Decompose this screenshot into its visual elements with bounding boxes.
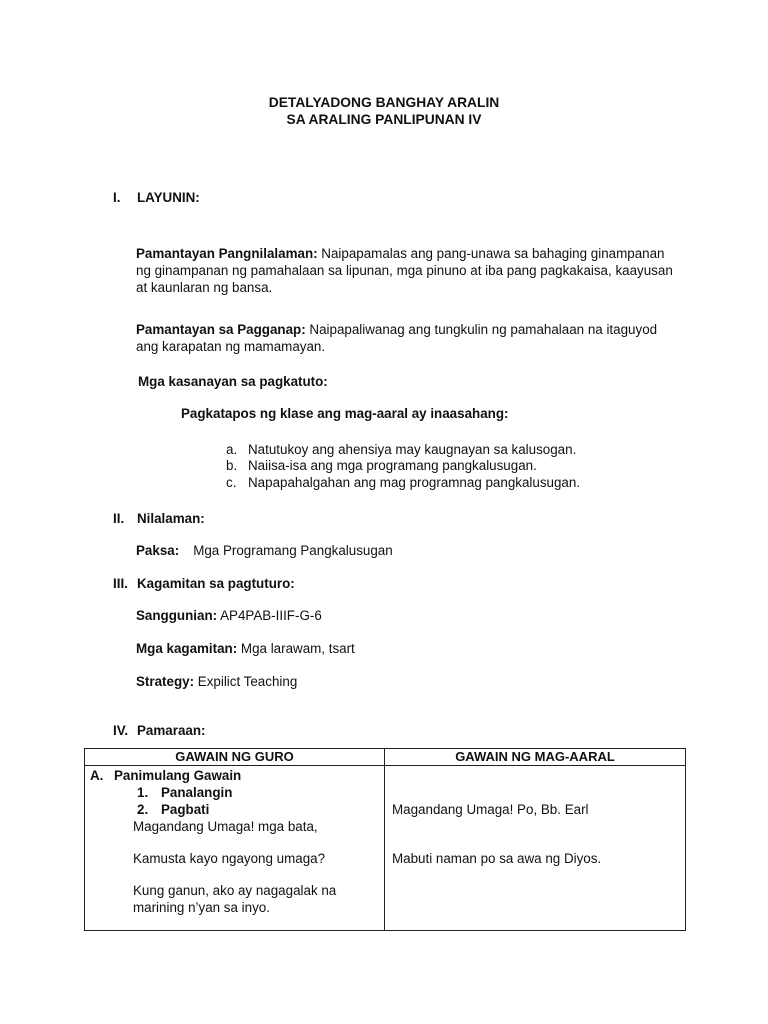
- section-3-numeral: III.: [113, 576, 128, 591]
- activity-marker: 1.: [137, 785, 149, 800]
- mag-aaral-cell: [385, 766, 686, 931]
- pagganap-text: Naipapaliwanag ang tungkulin ng pamahalaan na itaguyod ang karapatan ng mamamayan.: [136, 322, 658, 354]
- section-4-heading: [113, 722, 205, 739]
- table-header-row: [85, 749, 686, 766]
- strategy-value: Expilict Teaching: [194, 674, 298, 689]
- section-4-numeral: IV.: [113, 723, 129, 738]
- pangnilalaman-text: Naipapamalas ang pang-unawa sa bahaging ginampanan ng ginampanan ng pamahalaan sa lipunan, mga pinuno at iba pang pagkakaisa, kaayusan at kaunlaran ng bansa.: [136, 246, 673, 295]
- objective-text: Natutukoy ang ahensiya may kaugnayan sa kalusogan.: [248, 442, 577, 457]
- mag-aaral-column-header: GAWAIN NG MAG-AARAL: [385, 749, 686, 766]
- section-2-numeral: II.: [113, 511, 125, 526]
- section-2-title: Nilalaman:: [137, 511, 205, 526]
- pamantayan-pangnilalaman: [136, 245, 676, 296]
- guro-cell: [85, 766, 385, 931]
- paksa-label: Paksa:: [136, 543, 180, 558]
- pagganap-label: Pamantayan sa Pagganap:: [136, 322, 306, 337]
- activity-item: [137, 784, 232, 801]
- activity-label: Pagbati: [161, 802, 210, 817]
- objective-item: [226, 474, 580, 491]
- objective-item: [226, 457, 537, 474]
- objective-item: [226, 441, 576, 458]
- paksa-row: [136, 542, 393, 559]
- kagamitan-value: Mga larawam, tsart: [237, 641, 355, 656]
- part-a-marker: A.: [90, 768, 104, 783]
- pamaraan-table: [84, 748, 686, 931]
- strategy-label: Strategy:: [136, 674, 195, 689]
- section-3-heading: [113, 575, 295, 592]
- guro-line: marining n’yan sa inyo.: [133, 900, 270, 915]
- activity-label: Panalangin: [161, 785, 233, 800]
- pangnilalaman-label: Pamantayan Pangnilalaman:: [136, 246, 318, 261]
- kagamitan-row: [136, 640, 355, 657]
- section-4-title: Pamaraan:: [137, 723, 206, 738]
- guro-line: Kamusta kayo ngayong umaga?: [133, 851, 326, 866]
- objective-text: Napapahalgahan ang mag programnag pangkalusugan.: [248, 475, 581, 490]
- objective-marker: a.: [226, 442, 238, 457]
- document-title-line2: SA ARALING PANLIPUNAN IV: [286, 112, 482, 127]
- mag-aaral-line: Mabuti naman po sa awa ng Diyos.: [392, 851, 602, 866]
- activity-marker: 2.: [137, 802, 149, 817]
- objective-text: Naiisa-isa ang mga programang pangkalusugan.: [248, 458, 537, 473]
- section-3-title: Kagamitan sa pagtuturo:: [137, 576, 295, 591]
- document-title-line1: DETALYADONG BANGHAY ARALIN: [268, 95, 500, 110]
- pagkatapos-label: Pagkatapos ng klase ang mag-aaral ay inaasahang:: [181, 406, 509, 421]
- part-a-heading: [90, 767, 241, 784]
- section-1-numeral: I.: [113, 190, 121, 205]
- guro-column-header: GAWAIN NG GURO: [85, 749, 385, 766]
- pamantayan-pagganap: [136, 321, 676, 355]
- guro-line: Magandang Umaga! mga bata,: [133, 819, 318, 834]
- section-2-heading: [113, 510, 205, 527]
- part-a-title: Panimulang Gawain: [114, 768, 242, 783]
- paksa-value: Mga Programang Pangkalusugan: [193, 543, 393, 558]
- guro-line: Kung ganun, ako ay nagagalak na: [133, 883, 337, 898]
- section-1-title: LAYUNIN:: [137, 190, 200, 205]
- section-1-heading: [113, 189, 200, 206]
- sanggunian-row: [136, 607, 322, 624]
- kasanayan-label: Mga kasanayan sa pagkatuto:: [138, 374, 328, 389]
- objective-marker: c.: [226, 475, 237, 490]
- objective-marker: b.: [226, 458, 238, 473]
- kagamitan-label: Mga kagamitan:: [136, 641, 238, 656]
- strategy-row: [136, 673, 297, 690]
- sanggunian-label: Sanggunian:: [136, 608, 218, 623]
- mag-aaral-line: Magandang Umaga! Po, Bb. Earl: [392, 802, 589, 817]
- sanggunian-value: AP4PAB-IIIF-G-6: [217, 608, 322, 623]
- table-row: [85, 766, 686, 931]
- activity-item: [137, 801, 209, 818]
